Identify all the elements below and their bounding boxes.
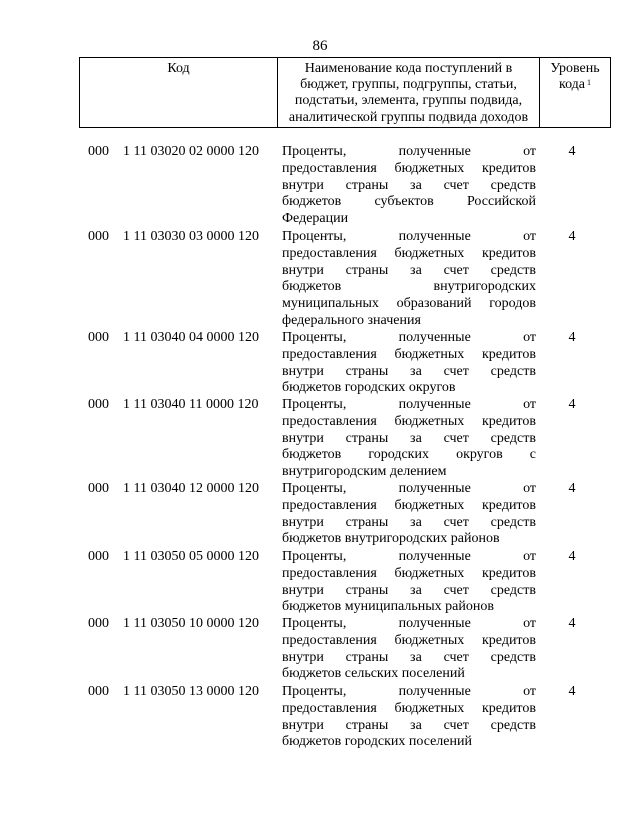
- row-name-line: бюджетов внутригородских: [282, 279, 536, 295]
- row-code: 1 11 03040 12 0000 120: [123, 481, 259, 496]
- row-name-line: федерального значения: [282, 312, 421, 328]
- row-name-line: бюджетов сельских поселений: [282, 666, 465, 682]
- row-name-line: бюджетов городских поселений: [282, 734, 472, 750]
- row-prefix: 000: [88, 330, 109, 345]
- row-name-line: внутри страны за счет средств: [282, 262, 536, 278]
- row-name-line: предоставления бюджетных кредитов: [282, 413, 536, 429]
- row-code: 1 11 03040 11 0000 120: [123, 397, 259, 412]
- row-code: 1 11 03040 04 0000 120: [123, 330, 259, 345]
- row-name: [282, 684, 536, 751]
- row-name-line: внутри страны за счет средств: [282, 363, 536, 379]
- row-code: 1 11 03050 10 0000 120: [123, 616, 259, 631]
- row-level: 4: [568, 144, 576, 159]
- row-name-line: бюджетов внутригородских районов: [282, 531, 500, 547]
- row-name-line: бюджетов муниципальных районов: [282, 599, 494, 615]
- row-name-line: внутри страны за счет средств: [282, 514, 536, 530]
- row-name-line: внутри страны за счет средств: [282, 430, 536, 446]
- column-header-level-label: Уровень кода: [550, 61, 600, 93]
- column-header-name: Наименование кода поступлений в бюджет, группы, подгруппы, статьи, подстатьи, элемента, группы подвида, аналитической группы подвида доходов: [278, 58, 540, 128]
- row-name-line: предоставления бюджетных кредитов: [282, 497, 536, 513]
- row-prefix: 000: [88, 229, 109, 244]
- row-prefix: 000: [88, 684, 109, 699]
- row-name-line: предоставления бюджетных кредитов: [282, 160, 536, 176]
- row-prefix: 000: [88, 616, 109, 631]
- row-name-line: предоставления бюджетных кредитов: [282, 565, 536, 581]
- row-prefix: 000: [88, 481, 109, 496]
- row-name-line: предоставления бюджетных кредитов: [282, 632, 536, 648]
- row-level: 4: [568, 229, 576, 244]
- row-level: 4: [568, 549, 576, 564]
- row-name-line: предоставления бюджетных кредитов: [282, 245, 536, 261]
- row-name-line: предоставления бюджетных кредитов: [282, 346, 536, 362]
- row-name-line: внутри страны за счет средств: [282, 177, 536, 193]
- row-name-line: внутригородским делением: [282, 464, 447, 480]
- row-code: 1 11 03050 05 0000 120: [123, 549, 259, 564]
- row-name-line: бюджетов городских округов с: [282, 447, 536, 463]
- row-name-line: внутри страны за счет средств: [282, 649, 536, 665]
- row-level: 4: [568, 481, 576, 496]
- row-name: [282, 229, 536, 330]
- row-name-line: Проценты, полученные от: [282, 549, 536, 564]
- row-code: 1 11 03020 02 0000 120: [123, 144, 259, 159]
- row-name-line: Проценты, полученные от: [282, 616, 536, 631]
- row-name: [282, 616, 536, 683]
- row-level: 4: [568, 397, 576, 412]
- row-name: [282, 481, 536, 548]
- row-name: [282, 144, 536, 228]
- row-name-line: предоставления бюджетных кредитов: [282, 700, 536, 716]
- row-name: [282, 549, 536, 616]
- row-code: 1 11 03030 03 0000 120: [123, 229, 259, 244]
- row-level: 4: [568, 330, 576, 345]
- row-name-line: Проценты, полученные от: [282, 229, 536, 244]
- footnote-marker: 1: [587, 78, 592, 88]
- row-prefix: 000: [88, 549, 109, 564]
- row-name-line: муниципальных образований городов: [282, 296, 536, 312]
- row-level: 4: [568, 616, 576, 631]
- row-name-line: Федерации: [282, 211, 349, 227]
- row-prefix: 000: [88, 397, 109, 412]
- row-name-line: Проценты, полученные от: [282, 397, 536, 412]
- row-prefix: 000: [88, 144, 109, 159]
- row-name-line: Проценты, полученные от: [282, 144, 536, 159]
- row-name-line: внутри страны за счет средств: [282, 582, 536, 598]
- row-name-line: бюджетов субъектов Российской: [282, 194, 536, 210]
- row-name: [282, 397, 536, 481]
- row-name-line: бюджетов городских округов: [282, 380, 456, 396]
- row-name-line: Проценты, полученные от: [282, 684, 536, 699]
- row-code: 1 11 03050 13 0000 120: [123, 684, 259, 699]
- row-level: 4: [568, 684, 576, 699]
- row-name-line: Проценты, полученные от: [282, 330, 536, 345]
- row-name-line: Проценты, полученные от: [282, 481, 536, 496]
- row-name-line: внутри страны за счет средств: [282, 717, 536, 733]
- row-name: [282, 330, 536, 397]
- page-number: 86: [312, 38, 328, 54]
- column-header-code: Код: [80, 58, 278, 128]
